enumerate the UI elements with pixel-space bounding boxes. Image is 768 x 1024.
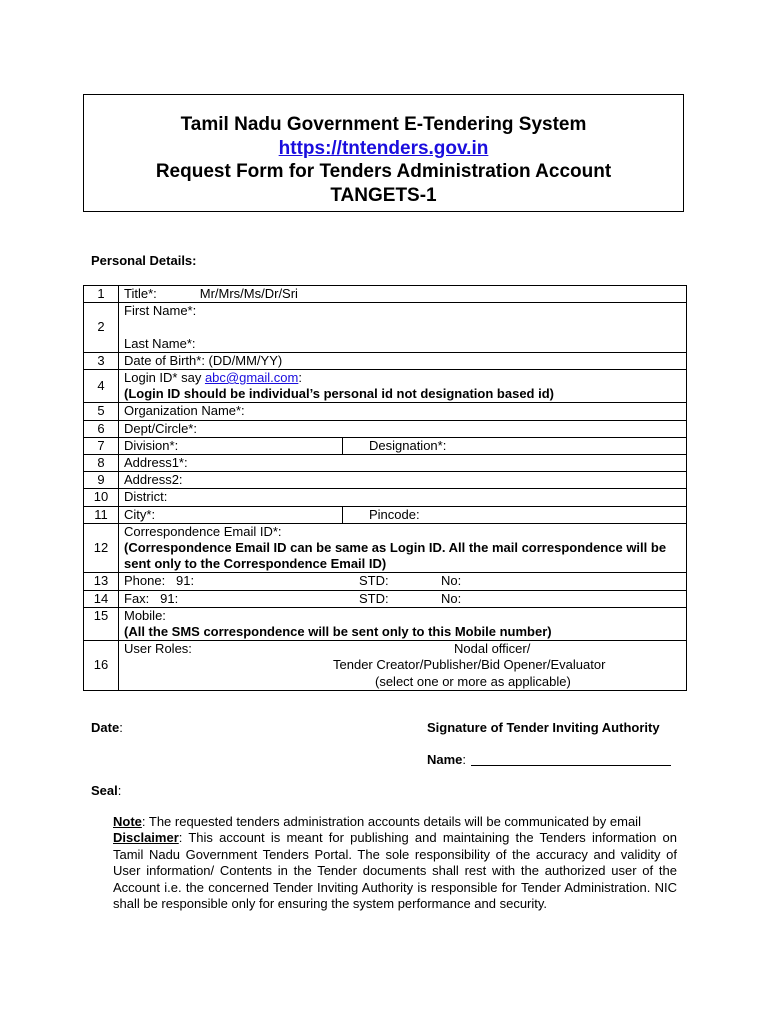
login-id-note: (Login ID should be individual’s personal id not designation based id) xyxy=(124,386,554,402)
row-number: 8 xyxy=(84,455,119,472)
login-id-field[interactable] xyxy=(119,370,687,403)
table-row xyxy=(84,420,687,437)
seal-label: Seal xyxy=(91,783,118,798)
row-number: 4 xyxy=(84,370,119,403)
table-row xyxy=(84,472,687,489)
note-label: Note xyxy=(113,814,142,829)
table-row xyxy=(84,286,687,303)
date-label: Date xyxy=(91,720,120,735)
row-number: 2 xyxy=(84,303,119,353)
phone-field[interactable] xyxy=(119,573,687,590)
form-title: Request Form for Tenders Administration Account xyxy=(155,161,612,182)
form-header xyxy=(83,94,684,212)
row-number: 5 xyxy=(84,403,119,420)
role-options[interactable]: Tender Creator/Publisher/Bid Opener/Evaluator xyxy=(333,657,606,673)
row-number: 10 xyxy=(84,489,119,506)
personal-details-heading: Personal Details: xyxy=(91,253,197,268)
pincode-field[interactable]: Pincode: xyxy=(343,506,687,523)
table-row xyxy=(84,489,687,506)
first-name-label: First Name*: xyxy=(124,303,197,319)
table-row xyxy=(84,590,687,607)
name-field[interactable] xyxy=(427,752,466,767)
organization-field[interactable]: Organization Name*: xyxy=(119,403,687,420)
table-row xyxy=(84,573,687,590)
field-label: Mobile: xyxy=(124,607,166,623)
portal-link[interactable]: https://tntenders.gov.in xyxy=(278,137,489,159)
colon: : xyxy=(117,783,122,798)
signature-label: Signature of Tender Inviting Authority xyxy=(427,720,660,735)
dob-field[interactable]: Date of Birth*: (DD/MM/YY) xyxy=(119,352,687,369)
designation-field[interactable]: Designation*: xyxy=(343,437,687,454)
table-row xyxy=(84,523,687,573)
field-label: Login ID* say xyxy=(124,370,205,386)
country-code: 91: xyxy=(176,573,195,589)
table-row xyxy=(84,303,687,353)
name-label: Name xyxy=(427,752,463,767)
std-label: STD: xyxy=(359,590,389,606)
system-title: Tamil Nadu Government E-Tendering System xyxy=(180,114,587,135)
row-number: 6 xyxy=(84,420,119,437)
disclaimer-label: Disclaimer xyxy=(113,830,179,846)
field-label: Correspondence Email ID*: xyxy=(124,523,282,539)
example-email-link[interactable]: abc@gmail.com xyxy=(204,370,299,386)
fax-field[interactable] xyxy=(119,590,687,607)
table-row xyxy=(84,506,687,523)
row-number: 15 xyxy=(84,607,119,640)
seal-field xyxy=(91,783,121,798)
title-field[interactable] xyxy=(119,286,687,303)
colon: : xyxy=(462,752,467,767)
address1-field[interactable]: Address1*: xyxy=(119,455,687,472)
role-nodal-officer[interactable]: Nodal officer/ xyxy=(454,641,531,657)
user-roles-field[interactable] xyxy=(119,641,687,691)
std-label: STD: xyxy=(359,573,389,589)
row-number: 7 xyxy=(84,437,119,454)
correspondence-email-note: (Correspondence Email ID can be same as Login ID. All the mail correspondence will be sent only to the Correspondence Email ID) xyxy=(124,540,667,572)
name-field[interactable] xyxy=(119,303,687,353)
form-code: TANGETS-1 xyxy=(330,184,437,206)
row-number: 12 xyxy=(84,523,119,573)
field-label: Title*: xyxy=(124,286,157,301)
number-label: No: xyxy=(441,590,462,606)
correspondence-email-field[interactable] xyxy=(119,523,687,573)
colon: : xyxy=(298,370,302,386)
row-number: 11 xyxy=(84,506,119,523)
colon: : xyxy=(119,720,123,735)
table-row xyxy=(84,641,687,691)
table-row xyxy=(84,607,687,640)
row-number: 1 xyxy=(84,286,119,303)
table-row xyxy=(84,437,687,454)
personal-details-table xyxy=(83,285,687,691)
dept-field[interactable]: Dept/Circle*: xyxy=(119,420,687,437)
number-label: No: xyxy=(441,573,462,589)
field-label: User Roles: xyxy=(124,641,192,657)
field-label: Fax: xyxy=(124,590,150,606)
row-number: 9 xyxy=(84,472,119,489)
division-field[interactable]: Division*: xyxy=(119,437,343,454)
mobile-field[interactable] xyxy=(119,607,687,640)
table-row xyxy=(84,370,687,403)
district-field[interactable]: District: xyxy=(119,489,687,506)
table-row xyxy=(84,455,687,472)
disclaimer-text: : This account is meant for publishing and maintaining the Tenders information on Tamil Nadu Government Tenders Portal. The sole responsibility of the accuracy and validity of User information/ Contents in the Tender documents shall rest with the authorized user of the Account i.e. the concerned Tender Inviting Authority is responsible for Tender Administration. NIC shall be responsible only for ensuring the system performance and security. xyxy=(113,830,677,912)
table-row xyxy=(84,352,687,369)
row-number: 16 xyxy=(84,641,119,691)
title-options: Mr/Mrs/Ms/Dr/Sri xyxy=(199,286,298,301)
mobile-note: (All the SMS correspondence will be sent only to this Mobile number) xyxy=(124,624,552,640)
city-field[interactable]: City*: xyxy=(119,506,343,523)
field-label: Phone: xyxy=(124,573,166,589)
row-number: 3 xyxy=(84,352,119,369)
address2-field[interactable]: Address2: xyxy=(119,472,687,489)
note-text: : The requested tenders administration accounts details will be communicated by email xyxy=(141,814,641,829)
name-signature-line[interactable] xyxy=(471,765,671,766)
table-row xyxy=(84,403,687,420)
row-number: 14 xyxy=(84,590,119,607)
date-field[interactable] xyxy=(91,720,123,735)
note-section xyxy=(91,814,677,912)
last-name-label: Last Name*: xyxy=(124,335,196,351)
roles-hint: (select one or more as applicable) xyxy=(375,673,571,689)
row-number: 13 xyxy=(84,573,119,590)
country-code: 91: xyxy=(160,590,179,606)
